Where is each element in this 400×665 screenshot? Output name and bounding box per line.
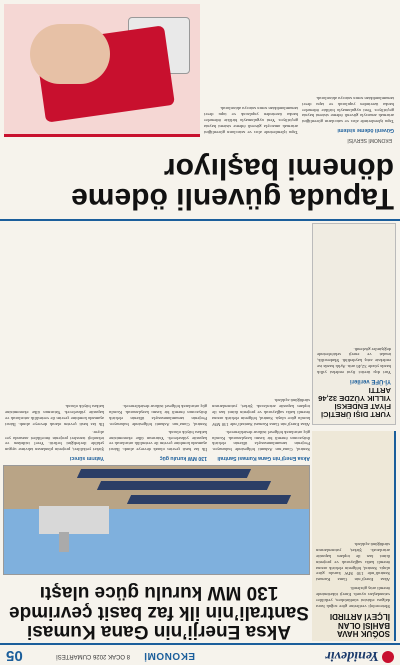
- power-plant-photo: [3, 465, 310, 575]
- payment-photo: [4, 4, 200, 137]
- page-number: 05: [6, 647, 23, 664]
- photo-solar-row: [97, 481, 271, 490]
- bottom-byline: EKONOMİ SERVİSİ: [347, 137, 392, 143]
- column-2-subhead: 130 MW kurulu güç: [159, 455, 207, 461]
- price-index-box: [312, 223, 396, 425]
- logo-text: Yenidevir: [325, 648, 379, 663]
- page-header: [0, 643, 400, 665]
- photo-solar-row: [77, 469, 251, 478]
- main-headline: [8, 583, 310, 641]
- main-headline-line-2: Santrali’nin ilk faz basit çevrimde: [9, 601, 309, 623]
- side-news-text-continued: Aksa Enerji’nin Gana Kumasi Santrali’nde 130 MW kurulu güce ulaştı. Santral, bölgenin elektrik arzına önemli katkı sağlayacak ve projenin ikinci fazı ile toplam kapasite artırılacak. Şirket, yatırımlarının sürdüğünü açıkladı.: [316, 542, 390, 583]
- issue-date: 8 OCAK 2026 CUMARTESİ: [56, 653, 130, 659]
- column-1-subhead: Aksa Enerji’nin Gana Kumasi Santrali: [217, 455, 310, 461]
- bottom-text: Tapu işlemlerinde alıcı ve satıcıların güvenliğini artırmak amacıyla güvenli ödeme sistemi hayata geçiriliyor. Yeni uygulamayla birlikte ödemeler banka üzerinden yapılacak ve tapu devri tamamlandıktan sonra satıcıya aktarılacak.: [302, 95, 394, 125]
- side-news-box: [312, 431, 396, 641]
- price-index-sub: Yİ-ÜFE verileri: [349, 378, 391, 385]
- column-3-text-more: İlk faz basit çevrim olarak devreye alındı. İkinci aşamada kombine çevrim ile verimlilik artırılacak ve kapasite yükselecek. Yatırımın ülke ekonomisine katkısı büyük olacak.: [5, 404, 104, 427]
- bottom-text-more: Tapu işlemlerinde alıcı ve satıcıların güvenliğini artırmak amacıyla güvenli ödeme sistemi hayata geçiriliyor. Yeni uygulamayla birlikte ödemeler banka üzerinden yapılacak ve tapu devri tamamlandıktan sonra satıcıya aktarılacak.: [204, 106, 298, 135]
- section-divider: [0, 219, 400, 221]
- column-3-text: Şirket yetkilileri, projenin planlanan takvime uygun şekilde ilerlediğini belirtti. Yerel istihdam ve teknoloji transferi projenin öncelikleri arasında yer alıyor.: [5, 429, 104, 453]
- main-headline-line-1: Aksa Enerji’nin Gana Kumasi: [27, 621, 291, 642]
- article-column-1: [212, 225, 310, 463]
- side-news-title: SOĞUK HAVA BAHİSİ OLAN İLÇEYİ ARTIRDI: [329, 612, 390, 638]
- bottom-headline-line-1: Tapuda güvenli ödeme: [71, 182, 394, 215]
- column-1-text: Santral, Gana’nın Ashanti bölgesinde bulunuyor. Projenin tamamlanmasıyla ülkenin elektrik ihtiyacının önemli bir kısmı karşılanacak. Kurulu güç artırılarak bölgesel istikrar desteklenecek.: [212, 429, 310, 453]
- newspaper-logo: [325, 647, 394, 663]
- photo-hand: [30, 24, 110, 84]
- bottom-column-2: [204, 5, 298, 135]
- side-news-text: Meteoroloji verilerine göre soğuk hava dalgası etkisini sürdürürken, yetkililer vatandaşları uyardı. Enerji tüketiminde önemli artış gözlendi.: [316, 586, 390, 609]
- bottom-subhead: Güvenli ödeme sistemi: [337, 127, 394, 133]
- article-column-3: [5, 225, 104, 463]
- column-1-text-more: Aksa Enerji’nin Gana Kumasi Santrali’nde 130 MW kurulu güce ulaştı. Santral, bölgenin elektrik arzına önemli katkı sağlayacak ve projenin ikinci fazı ile toplam kapasite artırılacak. Şirket, yatırımlarının sürdüğünü açıkladı.: [212, 398, 310, 427]
- photo-building: [39, 506, 109, 534]
- bottom-headline-line-2: dönemi başlıyor: [163, 152, 394, 185]
- bottom-column-1: [302, 5, 394, 135]
- column-2-text: İlk faz basit çevrim olarak devreye alındı. İkinci aşamada kombine çevrim ile verimlilik artırılacak ve kapasite yükselecek. Yatırımın ülke ekonomisine katkısı büyük olacak.: [109, 429, 207, 453]
- photo-solar-row: [127, 495, 291, 504]
- price-index-title: YURT DIŞI ÜRETİCİ FİYAT ENDEKSİ YILLIK YÜZDE 32,46 ARTTI: [318, 386, 391, 419]
- section-label: EKONOMİ: [143, 650, 195, 661]
- logo-mark-icon: [382, 651, 394, 663]
- price-index-text: Yurt dışı üretici fiyat endeksi yıllık bazda yüzde 32,46 arttı. Aylık bazda ise endekste artış kaydedildi. Madencilik, imalat ve enerji sektörlerinde değişimler gözlendi.: [317, 346, 391, 376]
- photo-chimney: [59, 532, 69, 552]
- article-column-2: [109, 225, 207, 463]
- bottom-headline: [4, 153, 394, 213]
- column-2-text-more: Santral, Gana’nın Ashanti bölgesinde bulunuyor. Projenin tamamlanmasıyla ülkenin elektrik ihtiyacının önemli bir kısmı karşılanacak. Kurulu güç artırılarak bölgesel istikrar desteklenecek.: [109, 404, 207, 427]
- main-headline-line-3: 130 MW kurulu güce ulaştı: [39, 582, 279, 604]
- column-3-subhead: Yatırım süreci: [69, 455, 104, 461]
